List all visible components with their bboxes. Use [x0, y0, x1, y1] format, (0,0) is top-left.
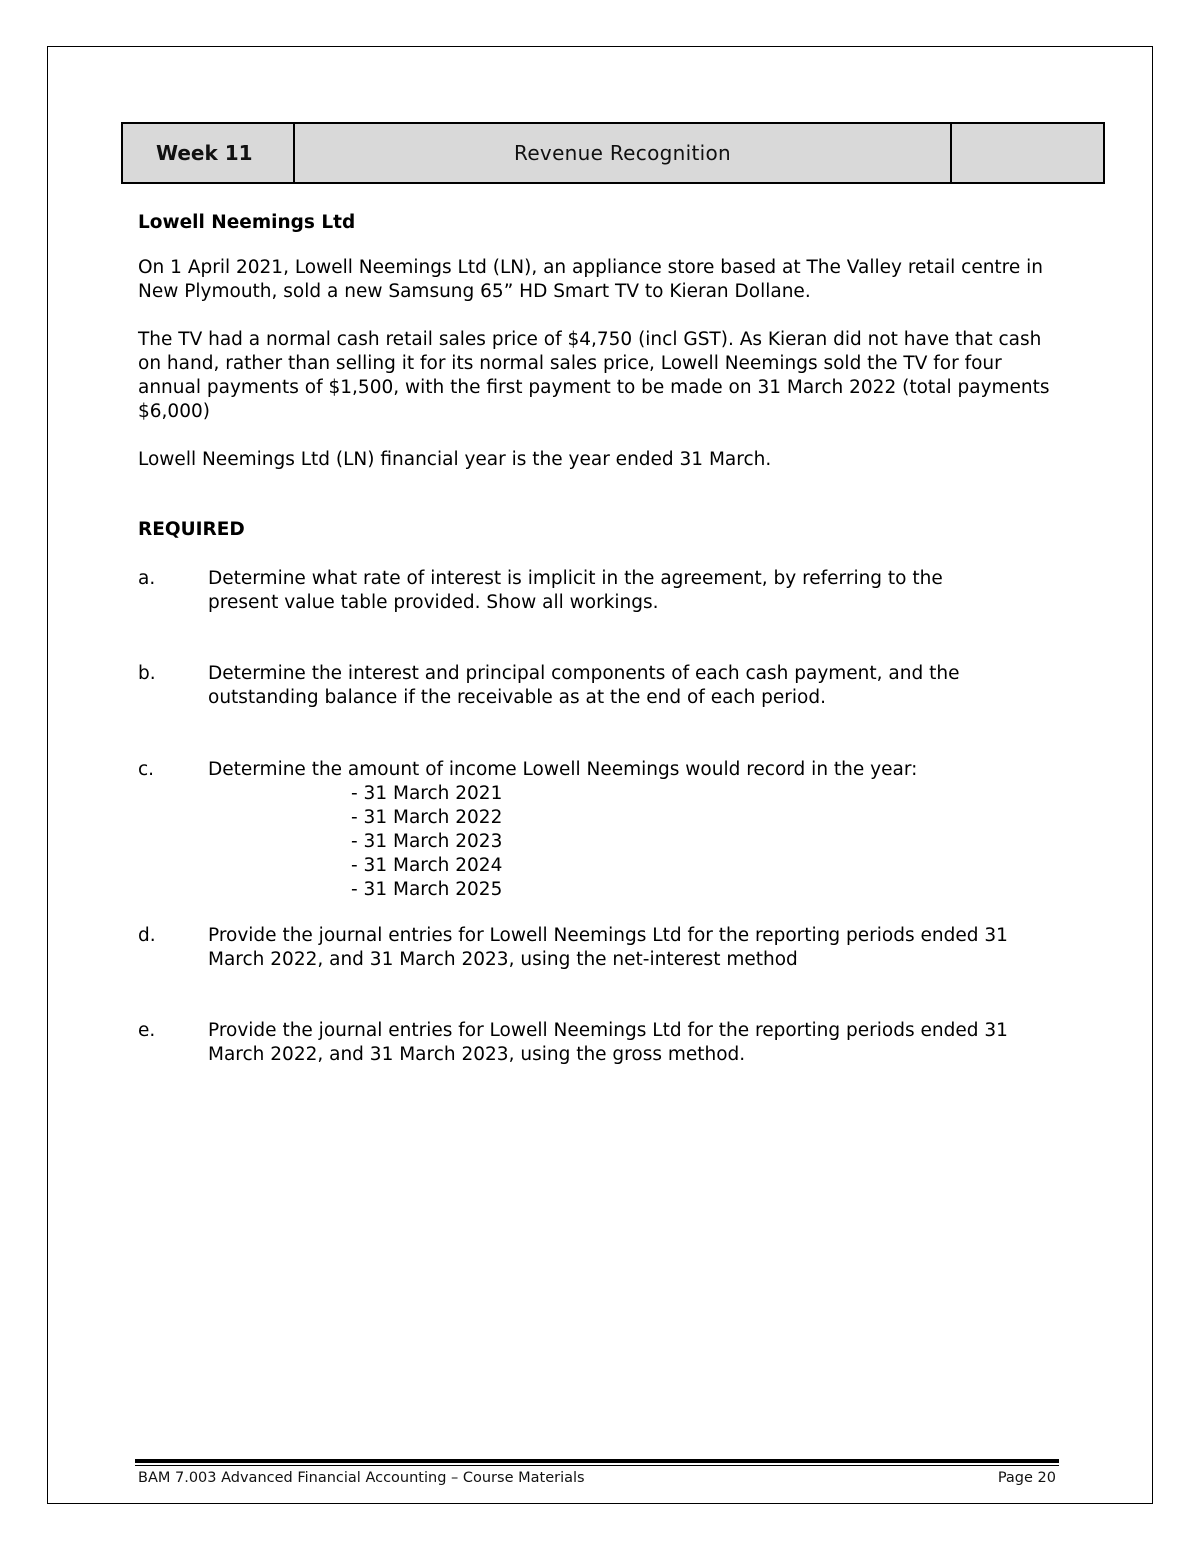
question-e — [138, 1019, 1058, 1067]
footer-rule-thin — [135, 1465, 1059, 1466]
case-paragraph-3: Lowell Neemings Ltd (LN) financial year is the year ended 31 March. — [138, 449, 772, 470]
topic-title: Revenue Recognition — [295, 124, 952, 182]
footer-rule — [135, 1459, 1059, 1463]
question-text: Determine what rate of interest is implicit in the agreement, by referring to the present value table provided. Show all workings. — [208, 568, 943, 613]
year-list — [208, 782, 1058, 902]
list-item: - 31 March 2023 — [351, 831, 503, 852]
question-letter: e. — [138, 1020, 156, 1041]
week-label: Week 11 — [123, 124, 295, 182]
question-letter: b. — [138, 663, 156, 684]
list-item: - 31 March 2022 — [351, 807, 503, 828]
question-text: Determine the amount of income Lowell Neemings would record in the year: — [208, 759, 918, 780]
question-letter: c. — [138, 759, 155, 780]
header-empty-cell — [952, 124, 1103, 182]
question-letter: d. — [138, 925, 156, 946]
question-d — [138, 924, 1058, 972]
case-heading: Lowell Neemings Ltd — [138, 212, 356, 233]
document-content — [138, 208, 1058, 1065]
question-b — [138, 662, 1058, 710]
question-letter: a. — [138, 568, 156, 589]
question-c — [138, 758, 1058, 902]
case-paragraph-1: On 1 April 2021, Lowell Neemings Ltd (LN), an appliance store based at The Valley retail centre in New Plymouth, sold a new Samsung 65” HD Smart TV to Kieran Dollane. — [138, 257, 1044, 302]
page-number: Page 20 — [997, 1470, 1056, 1486]
question-a — [138, 567, 1058, 615]
page-footer — [138, 1469, 1056, 1487]
required-heading: REQUIRED — [138, 519, 245, 540]
header-table — [121, 122, 1105, 184]
list-item: - 31 March 2024 — [351, 855, 503, 876]
question-text: Determine the interest and principal components of each cash payment, and the outstanding balance if the receivable as at the end of each period. — [208, 663, 960, 708]
list-item: - 31 March 2021 — [351, 783, 503, 804]
course-name: BAM 7.003 Advanced Financial Accounting – Course Materials — [138, 1470, 585, 1486]
list-item: - 31 March 2025 — [351, 879, 503, 900]
case-paragraph-2: The TV had a normal cash retail sales price of $4,750 (incl GST). As Kieran did not have that cash on hand, rather than selling it for its normal sales price, Lowell Neemings sold the TV for four annual payments of $1,500, with the first payment to be made on 31 March 2022 (total payments $6,000) — [138, 329, 1050, 422]
question-text: Provide the journal entries for Lowell Neemings Ltd for the reporting periods ended 31 March 2022, and 31 March 2023, using the gross method. — [208, 1020, 1008, 1065]
question-text: Provide the journal entries for Lowell Neemings Ltd for the reporting periods ended 31 March 2022, and 31 March 2023, using the net-interest method — [208, 925, 1008, 970]
